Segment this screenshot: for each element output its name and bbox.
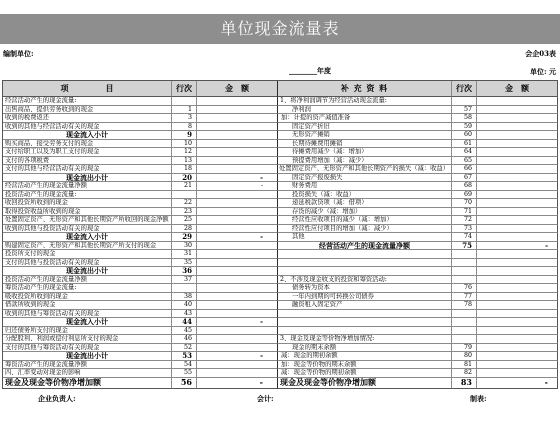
main-row-16-line-no: 28 bbox=[172, 225, 197, 234]
main-row-7-amount bbox=[197, 148, 278, 157]
main-row-21-line-no: 36 bbox=[172, 267, 197, 276]
supplement-row-2-line-no: 57 bbox=[452, 106, 477, 115]
supplement-row-15-amount bbox=[477, 216, 558, 225]
supplement-row-14-amount bbox=[477, 208, 558, 217]
main-row-10-line-no: 20 bbox=[172, 174, 197, 183]
main-row-34-line-no: 56 bbox=[172, 378, 197, 390]
main-row-6-line-no: 10 bbox=[172, 140, 197, 149]
main-row-3-amount bbox=[197, 114, 278, 123]
main-row-18-amount bbox=[197, 242, 278, 251]
header-supplementary-amount: 金 额 bbox=[477, 81, 558, 97]
supplement-row-28-line-no bbox=[452, 327, 477, 336]
supplement-row-29-item: 3、现金及现金等价物净增加情况: bbox=[278, 335, 452, 344]
main-row-18-line-no: 30 bbox=[172, 242, 197, 251]
supplement-row-9-item: 处置固定资产、无形资产和其他长期资产的损失（减：收益） bbox=[278, 165, 452, 174]
main-row-30-item: 支付的其他与筹资活动有关的现金 bbox=[3, 344, 172, 353]
supplement-row-7-amount bbox=[477, 148, 558, 157]
supplement-row-26-amount bbox=[477, 310, 558, 319]
supplement-row-34-amount: - bbox=[477, 378, 558, 390]
supplement-row-1-line-no bbox=[452, 97, 477, 106]
supplement-row-24-line-no: 77 bbox=[452, 293, 477, 302]
supplement-row-5-amount bbox=[477, 131, 558, 140]
supplement-row-12-amount bbox=[477, 191, 558, 200]
main-row-15-line-no: 25 bbox=[172, 216, 197, 225]
fiscal-year-label: ________年度 bbox=[289, 66, 331, 75]
main-row-2-amount bbox=[197, 106, 278, 115]
main-row-32-amount bbox=[197, 361, 278, 370]
main-row-29-item: 分配股利、利润或偿付利息所支付的现金 bbox=[3, 335, 172, 344]
supplement-row-20-line-no bbox=[452, 259, 477, 268]
form-code: 会企03表 bbox=[525, 49, 556, 58]
supplement-row-7-line-no: 64 bbox=[452, 148, 477, 157]
supplement-row-30-line-no: 79 bbox=[452, 344, 477, 353]
supplement-row-12-line-no: 69 bbox=[452, 191, 477, 200]
currency-unit-label: 单位: 元 bbox=[529, 67, 556, 76]
main-row-31-amount: - bbox=[197, 352, 278, 361]
supplement-row-32-amount bbox=[477, 361, 558, 370]
main-row-23-item: 筹资活动产生的现金流量: bbox=[3, 284, 172, 293]
supplement-row-4-line-no: 59 bbox=[452, 123, 477, 132]
supplement-row-21-amount bbox=[477, 267, 558, 276]
supplement-row-4-amount bbox=[477, 123, 558, 132]
header-supplementary-line-no: 行次 bbox=[452, 81, 477, 97]
supplement-row-25-item: 融资租入固定资产 bbox=[278, 301, 452, 310]
main-row-17-line-no: 29 bbox=[172, 233, 197, 242]
main-row-30-amount bbox=[197, 344, 278, 353]
main-row-4-amount bbox=[197, 123, 278, 132]
supplement-row-26-line-no bbox=[452, 310, 477, 319]
supplement-row-13-line-no: 70 bbox=[452, 199, 477, 208]
main-row-10-item: 现金流出小计 bbox=[3, 174, 172, 183]
main-row-28-item: 归还债务所支付的现金 bbox=[3, 327, 172, 336]
main-row-25-item: 借款所收到的现金 bbox=[3, 301, 172, 310]
main-row-20-amount bbox=[197, 259, 278, 268]
supplement-row-33-item: 减：现金等价物的期初余额 bbox=[278, 369, 452, 378]
main-row-30-line-no: 52 bbox=[172, 344, 197, 353]
main-row-8-item: 支付的各项税费 bbox=[3, 157, 172, 166]
main-row-25-amount bbox=[197, 301, 278, 310]
main-row-12-amount bbox=[197, 191, 278, 200]
supplement-row-17-amount bbox=[477, 233, 558, 242]
main-row-28-line-no: 45 bbox=[172, 327, 197, 336]
main-row-13-line-no: 22 bbox=[172, 199, 197, 208]
report-title: 单位现金流量表 bbox=[0, 14, 560, 44]
main-row-3-item: 收到的税费返还 bbox=[3, 114, 172, 123]
supplement-row-9-amount bbox=[477, 165, 558, 174]
main-row-22-amount bbox=[197, 276, 278, 285]
header-supplementary: 补 充 资 料 bbox=[278, 81, 452, 97]
supplement-row-19-line-no bbox=[452, 250, 477, 259]
main-row-5-amount bbox=[197, 131, 278, 140]
supplement-row-32-item: 加：现金等价物的期末余额 bbox=[278, 361, 452, 370]
main-row-14-amount bbox=[197, 208, 278, 217]
supplement-row-20-item bbox=[278, 259, 452, 268]
supplement-row-21-item bbox=[278, 267, 452, 276]
supplement-row-18-amount: - bbox=[477, 242, 558, 251]
main-row-6-item: 购买商品、接受劳务支付的现金 bbox=[3, 140, 172, 149]
main-row-24-amount bbox=[197, 293, 278, 302]
supplement-row-15-item: 经营性应收项目的减少（减：增加） bbox=[278, 216, 452, 225]
supplement-row-6-line-no: 61 bbox=[452, 140, 477, 149]
supplement-row-30-item: 现金的期末余额 bbox=[278, 344, 452, 353]
supplement-row-27-line-no bbox=[452, 318, 477, 327]
supplement-row-10-line-no: 67 bbox=[452, 174, 477, 183]
main-row-19-amount bbox=[197, 250, 278, 259]
supplement-row-15-line-no: 72 bbox=[452, 216, 477, 225]
main-row-33-line-no: 55 bbox=[172, 369, 197, 378]
main-row-34-amount: - bbox=[197, 378, 278, 390]
supplement-row-16-item: 经营性应付项目的增加（减：减少） bbox=[278, 225, 452, 234]
main-row-9-amount bbox=[197, 165, 278, 174]
main-row-23-line-no bbox=[172, 284, 197, 293]
supplement-row-6-item: 长期待摊费用摊销 bbox=[278, 140, 452, 149]
supplement-row-9-line-no: 66 bbox=[452, 165, 477, 174]
supplement-row-8-line-no: 65 bbox=[452, 157, 477, 166]
main-row-9-line-no: 18 bbox=[172, 165, 197, 174]
supplement-row-13-item: 递延税款贷项（减：借项） bbox=[278, 199, 452, 208]
main-row-31-item: 现金流出小计 bbox=[3, 352, 172, 361]
supplement-row-26-item bbox=[278, 310, 452, 319]
main-row-8-line-no: 13 bbox=[172, 157, 197, 166]
supplement-row-3-amount bbox=[477, 114, 558, 123]
supplement-row-22-amount bbox=[477, 276, 558, 285]
supplement-row-10-amount bbox=[477, 174, 558, 183]
supplement-row-34-item: 现金及现金等价物净增加额 bbox=[278, 378, 452, 390]
main-row-28-amount bbox=[197, 327, 278, 336]
main-row-22-line-no: 37 bbox=[172, 276, 197, 285]
supplement-row-8-amount bbox=[477, 157, 558, 166]
main-row-27-line-no: 44 bbox=[172, 318, 197, 327]
header-item: 项 目 bbox=[3, 81, 172, 97]
main-row-5-line-no: 9 bbox=[172, 131, 197, 140]
supplement-row-25-amount bbox=[477, 301, 558, 310]
supplement-row-17-item: 其他 bbox=[278, 233, 452, 242]
supplement-row-19-amount bbox=[477, 250, 558, 259]
preparer-signature-label: 制表: bbox=[470, 394, 487, 403]
supplement-row-22-item: 2、不涉及现金收支的投资和筹资活动: bbox=[278, 276, 452, 285]
supplement-row-33-amount bbox=[477, 369, 558, 378]
supplement-row-5-line-no: 60 bbox=[452, 131, 477, 140]
supplement-row-8-item: 预提费用增加（减：减少） bbox=[278, 157, 452, 166]
main-row-21-item: 现金流出小计 bbox=[3, 267, 172, 276]
main-row-3-line-no: 3 bbox=[172, 114, 197, 123]
main-row-12-item: 投资活动产生的现金流量: bbox=[3, 191, 172, 200]
supplement-row-1-item: 1、将净利润调节为经营活动现金流量: bbox=[278, 97, 452, 106]
supplement-row-11-item: 财务费用 bbox=[278, 182, 452, 191]
cash-flow-table bbox=[2, 80, 558, 389]
main-row-2-item: 出售商品、提供劳务收到的现金 bbox=[3, 106, 172, 115]
main-row-11-item: 经营活动产生的现金流量净额 bbox=[3, 182, 172, 191]
supplement-row-32-line-no: 81 bbox=[452, 361, 477, 370]
main-row-29-line-no: 46 bbox=[172, 335, 197, 344]
supplement-row-34-line-no: 83 bbox=[452, 378, 477, 390]
company-head-signature-label: 企业负责人: bbox=[38, 394, 76, 403]
main-row-4-line-no: 8 bbox=[172, 123, 197, 132]
main-row-27-amount: - bbox=[197, 318, 278, 327]
supplement-row-16-amount bbox=[477, 225, 558, 234]
supplement-row-18-item: 经营活动产生的现金流量净额 bbox=[278, 242, 452, 251]
supplement-row-20-amount bbox=[477, 259, 558, 268]
supplement-row-28-amount bbox=[477, 327, 558, 336]
supplement-row-1-amount bbox=[477, 97, 558, 106]
main-row-29-amount bbox=[197, 335, 278, 344]
main-row-20-line-no: 35 bbox=[172, 259, 197, 268]
main-row-1-line-no bbox=[172, 97, 197, 106]
main-row-20-item: 支付的其他与投资活动有关的现金 bbox=[3, 259, 172, 268]
main-row-7-line-no: 12 bbox=[172, 148, 197, 157]
supplement-row-29-line-no bbox=[452, 335, 477, 344]
main-row-15-amount bbox=[197, 216, 278, 225]
main-row-14-item: 取得投资收益所收到的现金 bbox=[3, 208, 172, 217]
main-row-24-item: 吸收投资所收到的现金 bbox=[3, 293, 172, 302]
main-row-19-line-no: 31 bbox=[172, 250, 197, 259]
supplement-row-13-amount bbox=[477, 199, 558, 208]
supplement-row-23-line-no: 76 bbox=[452, 284, 477, 293]
supplement-row-6-amount bbox=[477, 140, 558, 149]
main-row-1-item: 经营活动产生的现金流量: bbox=[3, 97, 172, 106]
main-row-21-amount bbox=[197, 267, 278, 276]
main-row-13-item: 收回投资所收到的现金 bbox=[3, 199, 172, 208]
supplement-row-16-line-no: 73 bbox=[452, 225, 477, 234]
supplement-row-27-item bbox=[278, 318, 452, 327]
supplement-row-31-line-no: 80 bbox=[452, 352, 477, 361]
supplement-row-2-amount bbox=[477, 106, 558, 115]
main-row-7-item: 支付给职工以及为职工支付的现金 bbox=[3, 148, 172, 157]
main-row-10-amount: - bbox=[197, 174, 278, 183]
main-row-32-item: 筹资活动产生的现金流量净额 bbox=[3, 361, 172, 370]
main-row-18-item: 购建固定资产、无形资产和其他长期资产所支付的现金 bbox=[3, 242, 172, 251]
supplement-row-14-item: 存货的减少（减：增加） bbox=[278, 208, 452, 217]
supplement-row-31-item: 减：现金的期初余额 bbox=[278, 352, 452, 361]
supplement-row-11-line-no: 68 bbox=[452, 182, 477, 191]
supplement-row-22-line-no bbox=[452, 276, 477, 285]
main-row-19-item: 投资所支付的现金 bbox=[3, 250, 172, 259]
supplement-row-7-item: 待摊费用减少（减：增加） bbox=[278, 148, 452, 157]
supplement-row-21-line-no bbox=[452, 267, 477, 276]
accountant-signature-label: 会计: bbox=[257, 394, 274, 403]
supplement-row-3-line-no: 58 bbox=[452, 114, 477, 123]
supplement-row-10-item: 固定资产报废损失 bbox=[278, 174, 452, 183]
supplement-row-3-item: 加：计提的资产减值准备 bbox=[278, 114, 452, 123]
main-row-16-amount bbox=[197, 225, 278, 234]
main-row-31-line-no: 53 bbox=[172, 352, 197, 361]
main-row-23-amount bbox=[197, 284, 278, 293]
supplement-row-12-item: 投资损失（减：收益） bbox=[278, 191, 452, 200]
main-row-2-line-no: 1 bbox=[172, 106, 197, 115]
header-line-no: 行次 bbox=[172, 81, 197, 97]
main-row-25-line-no: 40 bbox=[172, 301, 197, 310]
main-row-24-line-no: 38 bbox=[172, 293, 197, 302]
main-row-4-item: 收到的其他与经营活动有关的现金 bbox=[3, 123, 172, 132]
main-row-12-line-no bbox=[172, 191, 197, 200]
main-row-6-amount bbox=[197, 140, 278, 149]
main-row-26-amount bbox=[197, 310, 278, 319]
supplement-row-23-item: 债务转为资本 bbox=[278, 284, 452, 293]
main-row-1-amount bbox=[197, 97, 278, 106]
main-row-26-line-no: 43 bbox=[172, 310, 197, 319]
supplement-row-11-amount bbox=[477, 182, 558, 191]
supplement-row-24-item: 一年内到期的可转换公司债券 bbox=[278, 293, 452, 302]
main-row-11-amount: - bbox=[197, 182, 278, 191]
main-row-26-item: 收到的其他与筹资活动有关的现金 bbox=[3, 310, 172, 319]
supplement-row-29-amount bbox=[477, 335, 558, 344]
main-row-33-item: 四、汇率变动对现金的影响 bbox=[3, 369, 172, 378]
main-row-32-line-no: 54 bbox=[172, 361, 197, 370]
supplement-row-4-item: 固定资产折旧 bbox=[278, 123, 452, 132]
main-row-33-amount bbox=[197, 369, 278, 378]
main-row-17-amount: - bbox=[197, 233, 278, 242]
main-row-8-amount bbox=[197, 157, 278, 166]
main-row-22-item: 投资活动产生的现金流量净额 bbox=[3, 276, 172, 285]
supplement-row-31-amount bbox=[477, 352, 558, 361]
supplement-row-23-amount bbox=[477, 284, 558, 293]
main-row-11-line-no: 21 bbox=[172, 182, 197, 191]
supplement-row-19-item bbox=[278, 250, 452, 259]
supplement-row-28-item bbox=[278, 327, 452, 336]
supplement-row-33-line-no: 82 bbox=[452, 369, 477, 378]
main-row-17-item: 现金流入小计 bbox=[3, 233, 172, 242]
main-row-5-item: 现金流入小计 bbox=[3, 131, 172, 140]
header-amount: 金 额 bbox=[197, 81, 278, 97]
supplement-row-18-line-no: 75 bbox=[452, 242, 477, 251]
supplement-row-27-amount bbox=[477, 318, 558, 327]
supplement-row-24-amount bbox=[477, 293, 558, 302]
supplement-row-25-line-no: 78 bbox=[452, 301, 477, 310]
main-row-34-item: 现金及现金等价物净增加额 bbox=[3, 378, 172, 390]
main-row-9-item: 支付的其他与经营活动有关的现金 bbox=[3, 165, 172, 174]
supplement-row-30-amount bbox=[477, 344, 558, 353]
main-row-15-item: 处置固定资产、无形资产和其他长期资产所收回的现金净额 bbox=[3, 216, 172, 225]
supplement-row-14-line-no: 71 bbox=[452, 208, 477, 217]
supplement-row-5-item: 无形资产摊销 bbox=[278, 131, 452, 140]
main-row-13-amount bbox=[197, 199, 278, 208]
supplement-row-17-line-no: 74 bbox=[452, 233, 477, 242]
main-row-16-item: 收到的其他与投资活动有关的现金 bbox=[3, 225, 172, 234]
supplement-row-2-item: 净利润 bbox=[278, 106, 452, 115]
main-row-27-item: 现金流入小计 bbox=[3, 318, 172, 327]
main-row-14-line-no: 23 bbox=[172, 208, 197, 217]
compiling-unit-label: 编制单位: bbox=[3, 49, 34, 58]
